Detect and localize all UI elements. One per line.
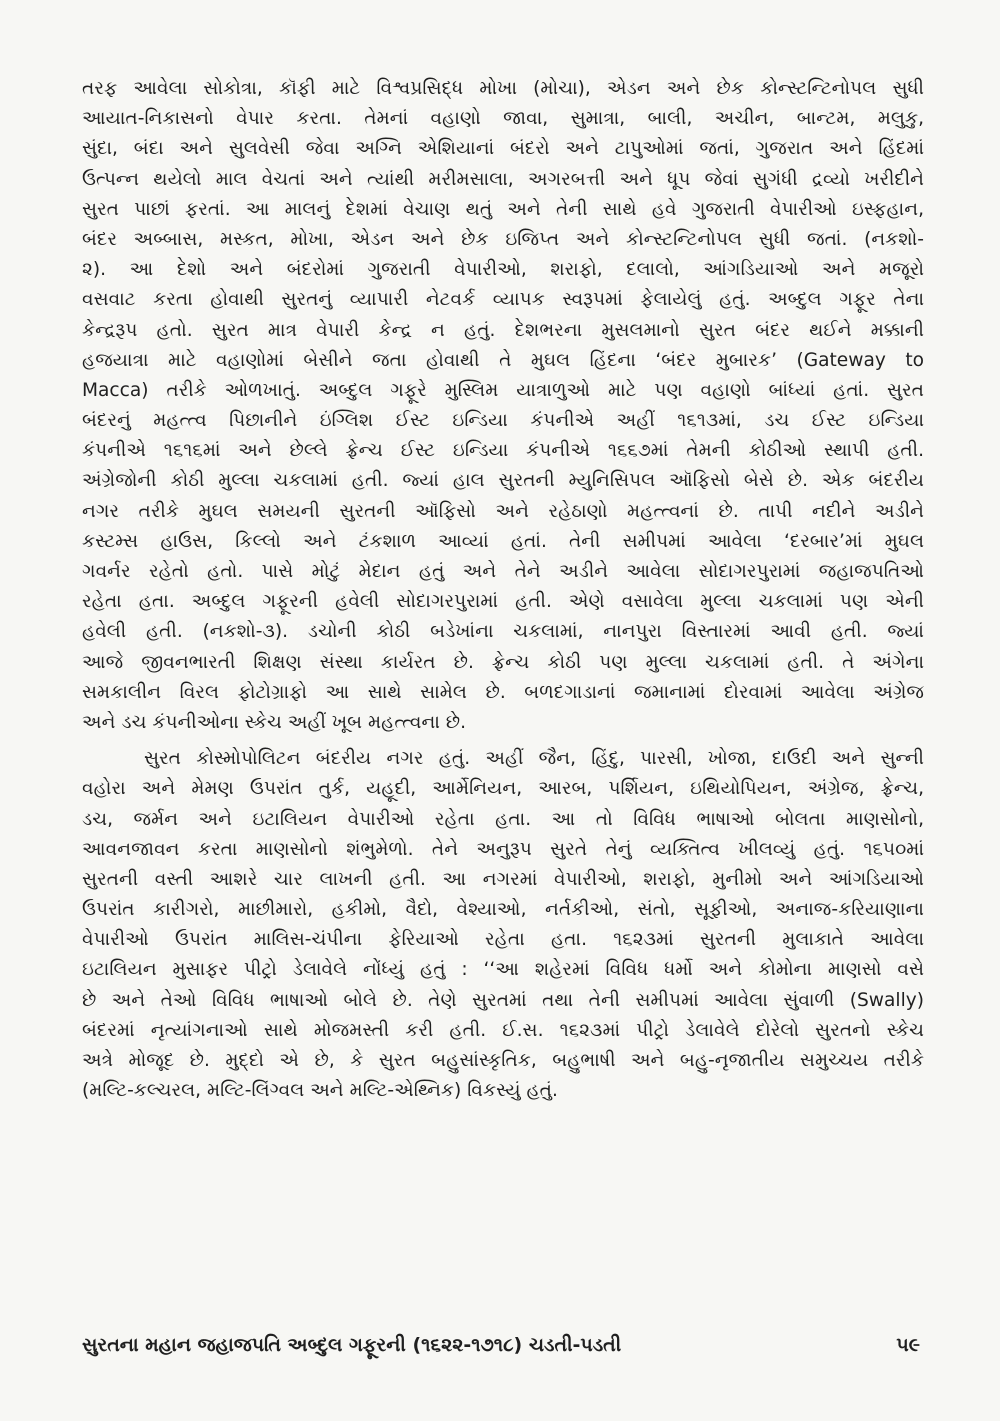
text-line: હજયાત્રા માટે વહાણોમાં બેસીને જતા હોવાથી તે મુઘલ હિંદના ‘બંદર મુબારક’ (Gateway to (82, 349, 924, 371)
text-line: આયાત-નિકાસનો વેપાર કરતા. તેમનાં વહાણો જાવા, સુમાત્રા, બાલી, અચીન, બાન્ટમ, મલુકુ, (82, 108, 924, 130)
text-line: ઇટાલિયન મુસાફર પીટ્રો ડેલાવેલે નોંધ્યું હતું : ‘‘આ શહેરમાં વિવિધ ધર્મો અને કોમોના માણસો વસે (82, 959, 924, 981)
text-line: અત્રે મોજૂદ છે. મુદ્દો એ છે, કે સુરત બહુસાંસ્કૃતિક, બહુભાષી અને બહુ-નૃજાતીય સમુચ્ચય તરીકે (82, 1050, 924, 1071)
text-line: Macca) તરીકે ઓળખાતું. અબ્દુલ ગફૂરે મુસ્લિમ યાત્રાળુઓ માટે પણ વહાણો બાંધ્યાં હતાં. સુરત (82, 379, 924, 401)
text-line: અને ડચ કંપનીઓના સ્કેચ અહીં ખૂબ મહત્ત્વના છે. (82, 711, 467, 733)
text-line: આવનજાવન કરતા માણસોનો શંભુમેળો. તેને અનુરૂપ સુરતે તેનું વ્યક્તિત્વ ખીલવ્યું હતું. ૧૬૫૦માં (82, 838, 924, 860)
text-line: આજે જીવનભારતી શિક્ષણ સંસ્થા કાર્યરત છે. ફ્રેન્ચ કોઠી પણ મુલ્લા ચકલામાં હતી. તે અંગેના (82, 651, 924, 673)
text-line: અંગ્રેજોની કોઠી મુલ્લા ચકલામાં હતી. જ્યાં હાલ સુરતની મ્યુનિસિપલ ઑફિસો બેસે છે. એક બંદરીય (82, 470, 924, 492)
text-line: ૨). આ દેશો અને બંદરોમાં ગુજરાતી વેપારીઓ, શરાફો, દલાલો, આંગડિયાઓ અને મજૂરો (82, 259, 924, 281)
text-line: સુરતની વસ્તી આશરે ચાર લાખની હતી. આ નગરમાં વેપારીઓ, શરાફો, મુનીમો અને આંગડિયાઓ (82, 868, 924, 890)
text-line: સુંદા, બંદા અને સુલવેસી જેવા અગ્નિ એશિયાનાં બંદરો અને ટાપુઓમાં જતાં, ગુજરાત અને હિંદમાં (82, 138, 924, 160)
text-line: ઉત્પન્ન થયેલો માલ વેચતાં અને ત્યાંથી મરીમસાલા, અગરબત્તી અને ધૂપ જેવાં સુગંધી દ્રવ્યો ખરીદીને (82, 168, 924, 190)
body-text (82, 74, 924, 1106)
text-line: કેન્દ્રરૂપ હતો. સુરત માત્ર વેપારી કેન્દ્ર ન હતું. દેશભરના મુસલમાનો સુરત બંદર થઈને મક્કાની (82, 319, 924, 341)
page-number: ૫૯ (896, 1334, 920, 1356)
running-footer (82, 1328, 924, 1362)
text-line: હવેલી હતી. (નકશો-૩). ડચોની કોઠી બડેખાંના ચકલામાં, નાનપુરા વિસ્તારમાં આવી હતી. જ્યાં (82, 621, 924, 643)
text-line: નગર તરીકે મુઘલ સમયની સુરતની ઑફિસો અને રહેઠાણો મહત્ત્વનાં છે. તાપી નદીને અડીને (82, 500, 924, 522)
text-line: વસવાટ કરતા હોવાથી સુરતનું વ્યાપારી નેટવર્ક વ્યાપક સ્વરૂપમાં ફેલાયેલું હતું. અબ્દુલ ગફૂર તેના (82, 289, 924, 311)
text-line: સુરત પાછાં ફરતાં. આ માલનું દેશમાં વેચાણ થતું અને તેની સાથે હવે ગુજરાતી વેપારીઓ ઇસ્ફહાન, (82, 198, 924, 220)
text-line: બંદર અબ્બાસ, મસ્કત, મોખા, એડન અને છેક ઇજિપ્ત અને કોન્સ્ટન્ટિનોપલ સુધી જતાં. (નકશો- (82, 228, 924, 250)
text-line: બંદરમાં નૃત્યાંગનાઓ સાથે મોજમસ્તી કરી હતી. ઈ.સ. ૧૬૨૩માં પીટ્રો ડેલાવેલે દોરેલો સુરતનો સ્કેચ (82, 1019, 924, 1041)
text-line: તરફ આવેલા સોકોત્રા, કૉફી માટે વિશ્વપ્રસિદ્ધ મોખા (મોચા), એડન અને છેક કોન્સ્ટન્ટિનોપલ સુધી (82, 78, 924, 99)
text-line: વેપારીઓ ઉપરાંત માલિસ-ચંપીના ફેરિયાઓ રહેતા હતા. ૧૬૨૩માં સુરતની મુલાકાતે આવેલા (82, 929, 924, 951)
text-line: ગવર્નર રહેતો હતો. પાસે મોટું મેદાન હતું અને તેને અડીને આવેલા સોદાગરપુરામાં જહાજપતિઓ (82, 561, 924, 582)
text-line: ડચ, જર્મન અને ઇટાલિયન વેપારીઓ રહેતા હતા. આ તો વિવિધ ભાષાઓ બોલતા માણસોનો, (82, 808, 924, 830)
footer-title: સુરતના મહાન જહાજપતિ અબ્દુલ ગફૂરની (૧૬૨૨-૧૭૧૮) ચડતી-પડતી (82, 1334, 622, 1356)
paragraph-2 (82, 744, 924, 1106)
text-line: કંપનીએ ૧૬૧૬માં અને છેલ્લે ફ્રેન્ચ ઈસ્ટ ઇન્ડિયા કંપનીએ ૧૬૬૭માં તેમની કોઠીઓ સ્થાપી હતી. (82, 440, 924, 462)
text-line: ઉપરાંત કારીગરો, માછીમારો, હકીમો, વૈદો, વેશ્યાઓ, નર્તકીઓ, સંતો, સૂફીઓ, અનાજ-કરિયાણાના (82, 899, 924, 921)
text-line: સમકાલીન વિરલ ફોટોગ્રાફો આ સાથે સામેલ છે. બળદગાડાનાં જમાનામાં દોરવામાં આવેલા અંગ્રેજ (82, 681, 924, 703)
text-line: વહોરા અને મેમણ ઉપરાંત તુર્ક, યહૂદી, આર્મેનિયન, આરબ, પર્શિયન, ઇથિયોપિયન, અંગ્રેજ, ફ્રેન્ચ, (82, 778, 924, 800)
text-line: સુરત કોસ્મોપોલિટન બંદરીય નગર હતું. અહીં જૈન, હિંદુ, પારસી, ખોજા, દાઉદી અને સુન્ની (144, 748, 924, 770)
text-line: છે અને તેઓ વિવિધ ભાષાઓ બોલે છે. તેણે સુરતમાં તથા તેની સમીપમાં આવેલા સુંવાળી (Swally) (82, 989, 924, 1011)
paragraph-1 (82, 74, 924, 738)
text-line: રહેતા હતા. અબ્દુલ ગફૂરની હવેલી સોદાગરપુરામાં હતી. એણે વસાવેલા મુલ્લા ચકલામાં પણ એની (82, 591, 924, 613)
text-line: (મલ્ટિ-કલ્ચરલ, મલ્ટિ-લિંગ્વલ અને મલ્ટિ-એથ્નિક) વિકસ્યું હતું. (82, 1080, 558, 1102)
text-line: બંદરનું મહત્ત્વ પિછાનીને ઇંગ્લિશ ઈસ્ટ ઇન્ડિયા કંપનીએ અહીં ૧૬૧૩માં, ડચ ઈસ્ટ ઇન્ડિયા (82, 410, 924, 432)
text-line: કસ્ટમ્સ હાઉસ, કિલ્લો અને ટંકશાળ આવ્યાં હતાં. તેની સમીપમાં આવેલા ‘દરબાર’માં મુઘલ (82, 530, 924, 552)
